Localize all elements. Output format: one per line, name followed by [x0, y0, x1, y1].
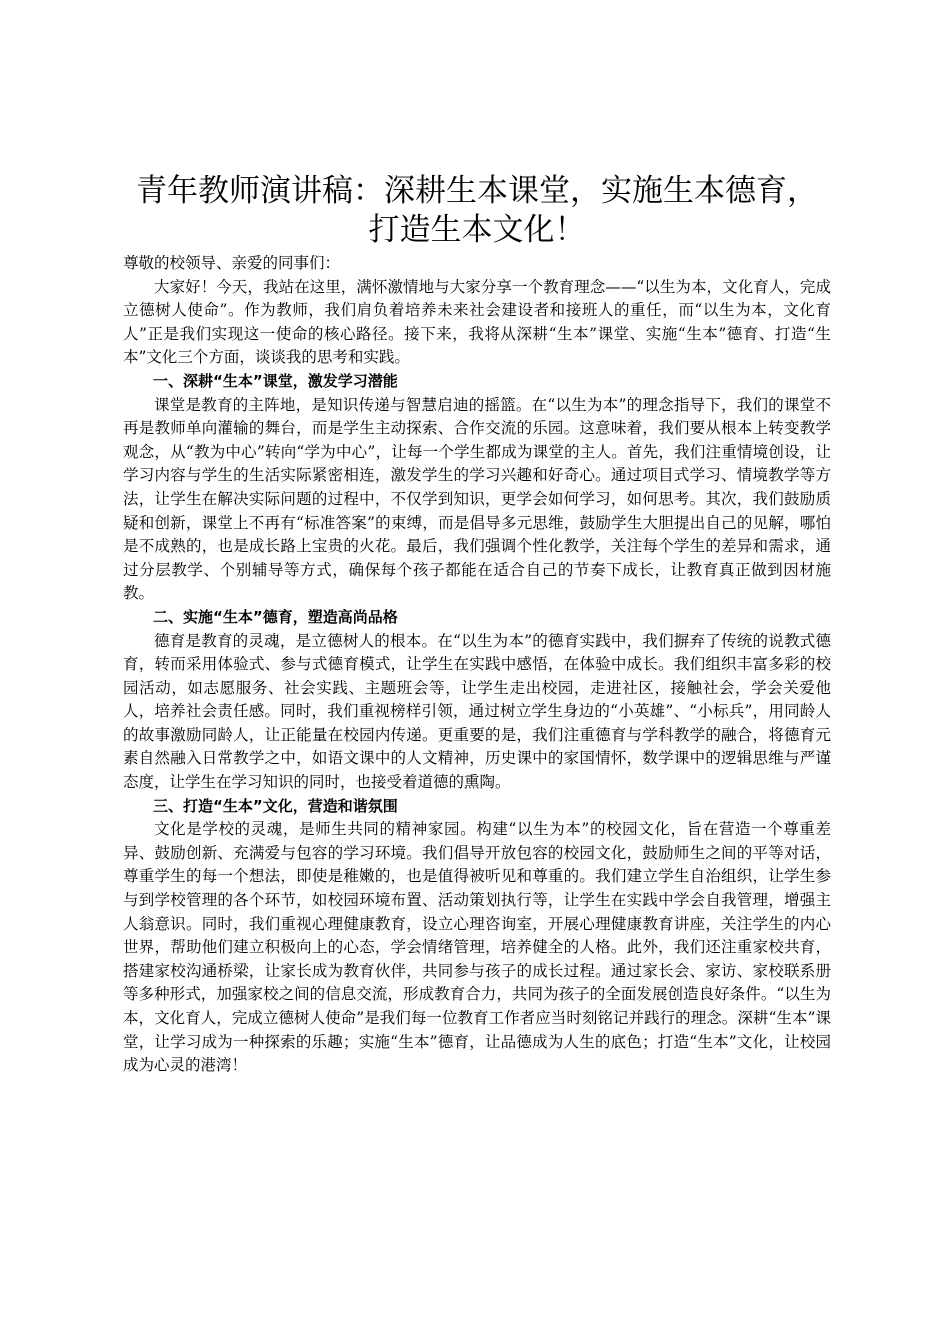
intro-paragraph: 大家好！今天，我站在这里，满怀激情地与大家分享一个教育理念——“以生为本，文化育人，完成立德树人使命”。作为教师，我们肩负着培养未来社会建设者和接班人的重任，而“以生为本，文化育人”正是我们实现这一使命的核心路径。接下来，我将从深耕“生本”课堂、实施“生本”德育、打造“生本”文化三个方面，谈谈我的思考和实践。 — [123, 277, 831, 367]
section-heading-moral-education: 二、实施“生本”德育，塑造高尚品格 — [153, 607, 398, 626]
section-body-classroom: 课堂是教育的主阵地，是知识传递与智慧启迪的摇篮。在“以生为本”的理念指导下，我们的课堂不再是教师单向灌输的舞台，而是学生主动探索、合作交流的乐园。这意味着，我们要从根本上转变教学观念，从“教为中心”转向“学为中心”，让每一个学生都成为课堂的主人。首先，我们注重情境创设，让学习内容与学生的生活实际紧密相连，激发学生的学习兴趣和好奇心。通过项目式学习、情境教学等方法，让学生在解决实际问题的过程中，不仅学到知识，更学会如何学习，如何思考。其次，我们鼓励质疑和创新，课堂上不再有“标准答案”的束缚，而是倡导多元思维，鼓励学生大胆提出自己的见解，哪怕是不成熟的，也是成长路上宝贵的火花。最后，我们强调个性化教学，关注每个学生的差异和需求，通过分层教学、个别辅导等方式，确保每个孩子都能在适合自己的节奏下成长，让教育真正做到因材施教。 — [123, 395, 831, 603]
section-heading-culture: 三、打造“生本”文化，营造和谐氛围 — [153, 796, 398, 815]
document-title: 青年教师演讲稿：深耕生本课堂，实施生本德育，打造生本文化！ — [136, 173, 818, 248]
salutation: 尊敬的校领导、亲爱的同事们： — [123, 254, 341, 272]
section-heading-classroom: 一、深耕“生本”课堂，激发学习潜能 — [153, 371, 398, 390]
section-body-moral-education: 德育是教育的灵魂，是立德树人的根本。在“以生为本”的德育实践中，我们摒弃了传统的说教式德育，转而采用体验式、参与式德育模式，让学生在实践中感悟，在体验中成长。我们组织丰富多彩的校园活动，如志愿服务、社会实践、主题班会等，让学生走出校园，走进社区，接触社会，学会关爱他人，培养社会责任感。同时，我们重视榜样引领，通过树立学生身边的“小英雄”、“小标兵”，用同龄人的故事激励同龄人，让正能量在校园内传递。更重要的是，我们注重德育与学科教学的融合，将德育元素自然融入日常教学之中，如语文课中的人文精神，历史课中的家国情怀，数学课中的逻辑思维与严谨态度，让学生在学习知识的同时，也接受着道德的熏陶。 — [123, 631, 831, 792]
document-content — [123, 172, 831, 1078]
section-body-culture: 文化是学校的灵魂，是师生共同的精神家园。构建“以生为本”的校园文化，旨在营造一个尊重差异、鼓励创新、充满爱与包容的学习环境。我们倡导开放包容的校园文化，鼓励师生之间的平等对话，尊重学生的每一个想法，即使是稚嫩的，也是值得被听见和尊重的。我们建立学生自治组织，让学生参与到学校管理的各个环节，如校园环境布置、活动策划执行等，让学生在实践中学会自我管理，增强主人翁意识。同时，我们重视心理健康教育，设立心理咨询室，开展心理健康教育讲座，关注学生的内心世界，帮助他们建立积极向上的心态，学会情绪管理，培养健全的人格。此外，我们还注重家校共育，搭建家校沟通桥梁，让家长成为教育伙伴，共同参与孩子的成长过程。通过家长会、家访、家校联系册等多种形式，加强家校之间的信息交流，形成教育合力，共同为孩子的全面发展创造良好条件。“以生为本，文化育人，完成立德树人使命”是我们每一位教育工作者应当时刻铭记并践行的理念。深耕“生本”课堂，让学习成为一种探索的乐趣；实施“生本”德育，让品德成为人生的底色；打造“生本”文化，让校园成为心灵的港湾！ — [123, 820, 831, 1075]
